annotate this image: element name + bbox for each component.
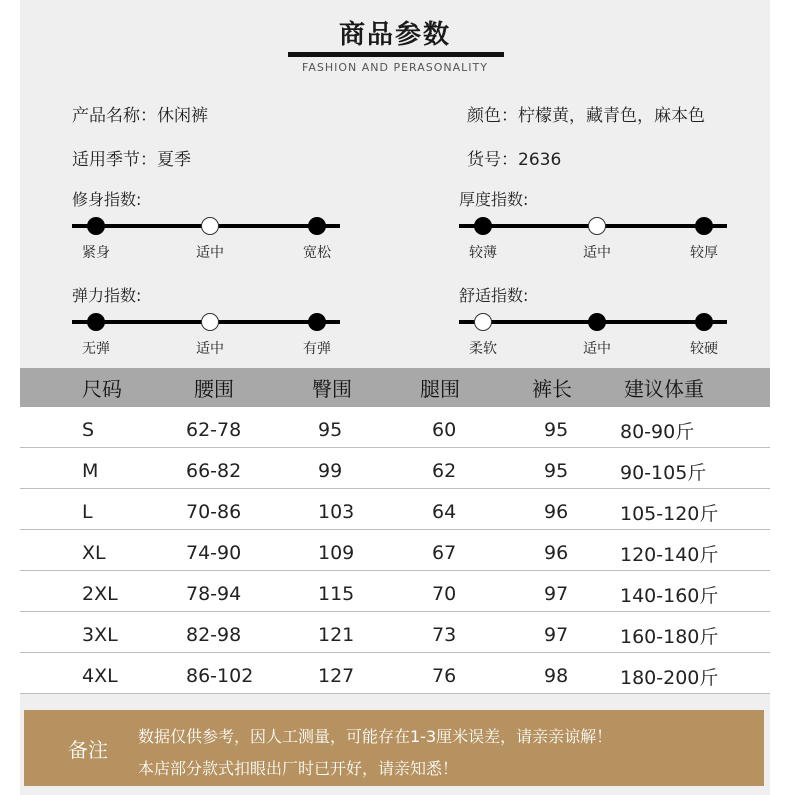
table-row xyxy=(20,653,770,694)
table-cell: M xyxy=(82,460,99,482)
table-cell: 120-140斤 xyxy=(620,543,719,566)
table-cell: 62-78 xyxy=(186,419,242,441)
table-cell: 121 xyxy=(318,624,355,646)
size-table xyxy=(20,368,770,694)
table-header-cell: 腿围 xyxy=(420,377,460,401)
size-table-header xyxy=(20,368,770,407)
note-line-1: 数据仅供参考，因人工测量，可能存在1-3厘米误差，请亲亲谅解！ xyxy=(138,727,613,746)
table-cell: 97 xyxy=(544,624,569,646)
page-title: 商品参数 xyxy=(338,20,451,50)
table-row xyxy=(20,530,770,571)
product-name: 产品名称：休闲裤 xyxy=(72,106,208,126)
table-cell: 80-90斤 xyxy=(620,420,695,443)
scale-tick-label: 无弹 xyxy=(82,341,110,357)
scale-tick-label: 适中 xyxy=(196,245,224,261)
table-cell: 95 xyxy=(544,460,569,482)
table-cell: 115 xyxy=(318,583,355,605)
table-row xyxy=(20,448,770,489)
scale-label: 弹力指数: xyxy=(72,286,142,305)
scale-dot xyxy=(87,217,105,235)
scale-dot xyxy=(308,313,326,331)
scale-tick-label: 较厚 xyxy=(690,245,718,261)
table-cell: 127 xyxy=(318,665,355,687)
note-box xyxy=(24,710,764,786)
table-cell: 160-180斤 xyxy=(620,625,719,648)
scale-tick-label: 较硬 xyxy=(690,341,718,357)
scale-dot xyxy=(588,313,606,331)
table-cell: 78-94 xyxy=(186,583,242,605)
scale-label: 修身指数: xyxy=(72,190,142,209)
title-underline xyxy=(288,52,504,57)
scale-dot xyxy=(308,217,326,235)
scale-dot-selected xyxy=(201,313,219,331)
product-sku: 货号：2636 xyxy=(467,150,562,170)
table-cell: 4XL xyxy=(82,665,118,687)
table-cell: 90-105斤 xyxy=(620,461,707,484)
scale-tick-label: 适中 xyxy=(196,341,224,357)
table-header-cell: 尺码 xyxy=(82,377,122,401)
scale-tick-label: 较薄 xyxy=(469,245,497,261)
scale-tick-label: 适中 xyxy=(583,245,611,261)
table-cell: 97 xyxy=(544,583,569,605)
table-row xyxy=(20,489,770,530)
scale-tick-label: 宽松 xyxy=(303,245,331,261)
scale-dot xyxy=(87,313,105,331)
table-cell: 70-86 xyxy=(186,501,242,523)
table-cell: 67 xyxy=(432,542,457,564)
table-cell: 73 xyxy=(432,624,457,646)
note-label: 备注 xyxy=(68,738,108,762)
table-cell: 98 xyxy=(544,665,569,687)
scale-tick-label: 有弹 xyxy=(303,341,331,357)
table-header-cell: 腰围 xyxy=(194,377,234,401)
table-row xyxy=(20,407,770,448)
table-cell: 180-200斤 xyxy=(620,666,719,689)
size-table-body xyxy=(20,407,770,694)
scale-tick-label: 柔软 xyxy=(469,341,497,357)
table-row xyxy=(20,571,770,612)
scale-tick-label: 适中 xyxy=(583,341,611,357)
scale-dot xyxy=(695,313,713,331)
table-cell: 76 xyxy=(432,665,457,687)
table-header-cell: 建议体重 xyxy=(624,377,704,401)
scale-dot-selected xyxy=(588,217,606,235)
table-cell: 62 xyxy=(432,460,457,482)
table-cell: 95 xyxy=(318,419,343,441)
table-cell: 86-102 xyxy=(186,665,254,687)
scale-label: 舒适指数: xyxy=(459,286,529,305)
table-cell: 3XL xyxy=(82,624,118,646)
table-cell: 99 xyxy=(318,460,343,482)
table-cell: L xyxy=(82,501,93,523)
table-cell: 60 xyxy=(432,419,457,441)
table-cell: 105-120斤 xyxy=(620,502,719,525)
table-cell: 2XL xyxy=(82,583,118,605)
table-cell: 109 xyxy=(318,542,355,564)
table-cell: 82-98 xyxy=(186,624,242,646)
table-header-cell: 臀围 xyxy=(312,377,352,401)
product-colors: 颜色：柠檬黄，藏青色，麻本色 xyxy=(467,106,705,126)
scale-dot-selected xyxy=(474,313,492,331)
scale-tick-label: 紧身 xyxy=(82,245,110,261)
page-subtitle: FASHION AND PERASONALITY xyxy=(302,61,488,74)
table-cell: 103 xyxy=(318,501,355,523)
table-cell: 74-90 xyxy=(186,542,242,564)
note-line-2: 本店部分款式扣眼出厂时已开好，请亲知悉！ xyxy=(138,759,459,778)
scale-label: 厚度指数: xyxy=(459,190,529,209)
table-cell: 140-160斤 xyxy=(620,584,719,607)
table-cell: 64 xyxy=(432,501,457,523)
table-cell: 95 xyxy=(544,419,569,441)
table-cell: S xyxy=(82,419,95,441)
table-cell: XL xyxy=(82,542,106,564)
table-cell: 66-82 xyxy=(186,460,242,482)
table-header-cell: 裤长 xyxy=(532,377,572,401)
scale-dot-selected xyxy=(201,217,219,235)
table-cell: 70 xyxy=(432,583,457,605)
table-cell: 96 xyxy=(544,542,569,564)
scale-dot xyxy=(695,217,713,235)
product-season: 适用季节：夏季 xyxy=(72,150,191,170)
table-row xyxy=(20,612,770,653)
scale-dot xyxy=(474,217,492,235)
table-cell: 96 xyxy=(544,501,569,523)
